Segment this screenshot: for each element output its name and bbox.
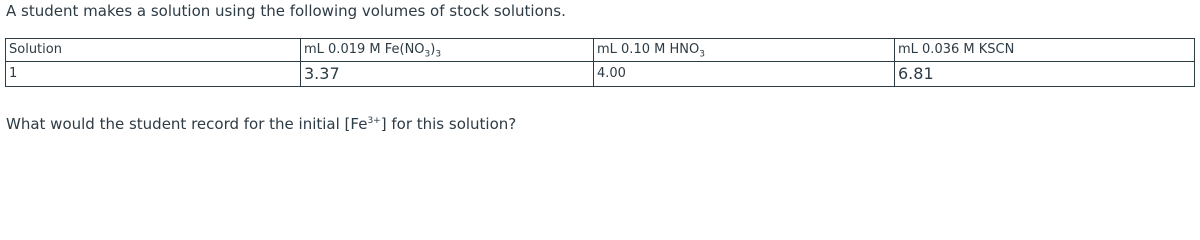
table-row xyxy=(6,62,1195,87)
intro-text: A student makes a solution using the following volumes of stock solutions. xyxy=(6,2,566,20)
table-header-row xyxy=(6,39,1195,62)
stock-solution-table xyxy=(5,38,1195,87)
cell-hno3-volume: 4.00 xyxy=(594,62,895,87)
question-text: What would the student record for the initial $[Fe^{3+}]$ for this solution? xyxy=(6,115,517,133)
header-kscn: mL 0.036 M KSCN xyxy=(895,39,1195,62)
header-solution: Solution xyxy=(6,39,301,62)
header-hno3: mL 0.10 M $HNO_3$ xyxy=(594,39,895,62)
cell-kscn-volume: 6.81 xyxy=(895,62,1195,87)
cell-fe-no3-volume: 3.37 xyxy=(301,62,594,87)
cell-solution-number: 1 xyxy=(6,62,301,87)
header-fe-no3: mL 0.019 M $Fe(NO_3)_3$ xyxy=(301,39,594,62)
